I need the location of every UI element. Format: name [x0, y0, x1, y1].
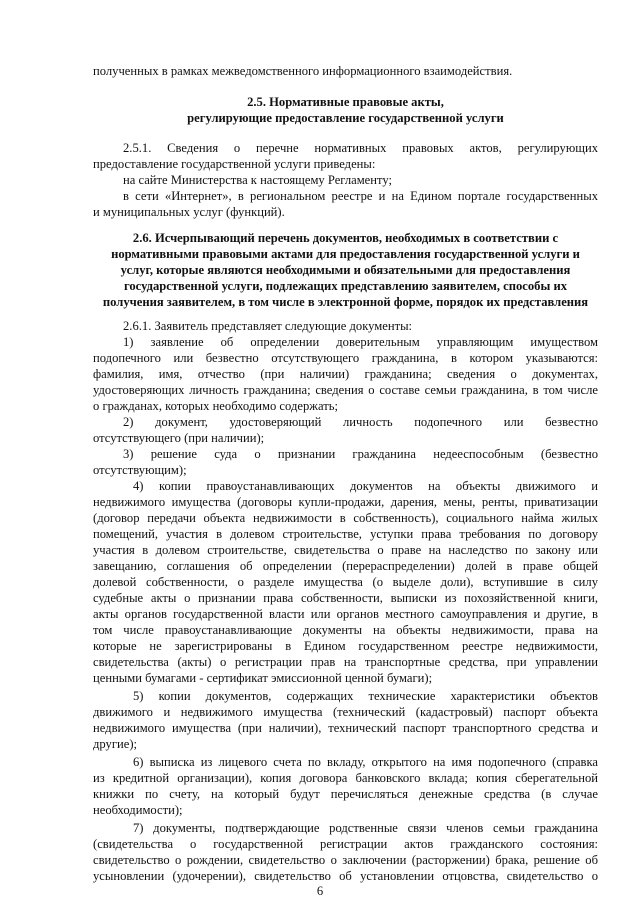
item-2-line: 2) документ, удостоверяющий личность подопечного или безвестно: [123, 415, 598, 429]
item-7-line: (свидетельства о государственной регистрации актов гражданского состояния:: [93, 837, 598, 851]
item-4-line: акты органов государственной власти или органов местного самоуправления и другие, в: [93, 607, 598, 621]
item-4-line: которые не зарегистрированы в Едином государственном реестре недвижимости,: [93, 639, 598, 653]
item-4-line: ценными бумагами - сертификат эмиссионной ценной бумаги);: [93, 671, 433, 685]
item-1-line: 1) заявление об определении доверительным управляющим имуществом: [123, 335, 598, 349]
item-4-line: 4) копии правоустанавливающих документов на объекты движимого и: [133, 479, 598, 493]
paragraph-internet-cont: и муниципальных услуг (функций).: [93, 205, 285, 219]
item-3-line: 3) решение суда о признании гражданина недееспособным (безвестно: [123, 447, 598, 461]
item-3-line: отсутствующим);: [93, 463, 187, 477]
item-4-line: (договор передачи объекта недвижимости в собственность), социального найма жилых: [93, 511, 598, 525]
paragraph-2-5-1-cont: предоставление государственной услуги приведены:: [93, 157, 376, 171]
item-7-line: усыновлении (удочерении), свидетельство об установлении отцовства, свидетельство о: [93, 869, 598, 883]
section-2-6-title-l4: государственной услуги, подлежащих представлению заявителем, способы их: [123, 279, 568, 293]
item-1-line: подопечного или безвестно отсутствующего гражданина, в котором указываются:: [93, 351, 598, 365]
section-2-6-title-l2: нормативными правовыми актами для предоставления государственной услуги и: [111, 247, 580, 261]
item-1-line: удостоверяющих личность гражданина; сведения о составе семьи гражданина, в том числе: [93, 383, 598, 397]
section-2-5-title-line1: 2.5. Нормативные правовые акты,: [247, 95, 444, 109]
item-6-line: из кредитной организации), копия договора банковского вклада; копия сберегательной: [93, 771, 598, 785]
item-1-line: фамилия, имя, отчество (при наличии) гражданина; сведения о документах,: [93, 367, 598, 381]
paragraph-internet: в сети «Интернет», в региональном реестре и на Едином портале государственных: [123, 189, 598, 203]
item-4-line: помещений, участия в долевом строительстве, уступки права требования по договору: [93, 527, 598, 541]
section-2-6-title-l1: 2.6. Исчерпывающий перечень документов, необходимых в соответствии с: [132, 231, 559, 245]
item-4-line: завещанию, соглашения об определении (перераспределении) долей в праве общей: [93, 559, 598, 573]
item-5-line: движимого и недвижимого имущества (технический (кадастровый) паспорт объекта: [93, 705, 598, 719]
item-4-line: долевой собственности, о разделе имущества (о выделе доли), вступившие в силу: [93, 575, 598, 589]
item-5-line: 5) копии документов, содержащих технические характеристики объектов: [133, 689, 598, 703]
section-2-5-title-line2: регулирующие предоставление государственной услуги: [187, 111, 504, 125]
item-4-line: судебные акты о признании права собственности, выписки из похозяйственной книги,: [93, 591, 598, 605]
item-4-line: участия в долевом строительстве, свидетельства о праве на наследство по закону или: [93, 543, 598, 557]
paragraph-2-5-1: 2.5.1. Сведения о перечне нормативных правовых актов, регулирующих: [123, 141, 598, 155]
paragraph-2-6-1: 2.6.1. Заявитель представляет следующие документы:: [123, 319, 413, 333]
item-2-line: отсутствующего (при наличии);: [93, 431, 265, 445]
item-7-line: свидетельство о рождении, свидетельство о заключении (расторжении) брака, решение об: [93, 853, 598, 867]
page-number: 6: [316, 884, 324, 898]
top-line: полученных в рамках межведомственного информационного взаимодействия.: [93, 64, 513, 78]
item-1-line: о гражданах, которых необходимо содержать;: [93, 399, 338, 413]
item-6-line: необходимости);: [93, 803, 183, 817]
item-6-line: 6) выписка из лицевого счета по вкладу, открытого на имя подопечного (справка: [133, 755, 598, 769]
section-2-6-title-l5: получения заявителем, в том числе в электронной форме, порядок их представления: [102, 295, 589, 309]
section-2-6-title-l3: услуг, которые являются необходимыми и обязательными для предоставления: [120, 263, 571, 277]
paragraph-ministry-site: на сайте Министерства к настоящему Регламенту;: [123, 173, 392, 187]
item-7-line: 7) документы, подтверждающие родственные связи членов семьи гражданина: [133, 821, 598, 835]
item-5-line: недвижимого имущества (при наличии), технический паспорт транспортного средства и: [93, 721, 598, 735]
item-6-line: книжки по счету, на который будут перечисляться денежные средства (в случае: [93, 787, 598, 801]
item-4-line: недвижимого имущества (договоры купли-продажи, дарения, мены, ренты, приватизации: [93, 495, 598, 509]
item-4-line: том числе правоустанавливающие документы на объекты недвижимости, права на: [93, 623, 598, 637]
item-4-line: свидетельства (акты) о регистрации прав на транспортные средства, при управлении: [93, 655, 598, 669]
item-5-line: другие);: [93, 737, 138, 751]
